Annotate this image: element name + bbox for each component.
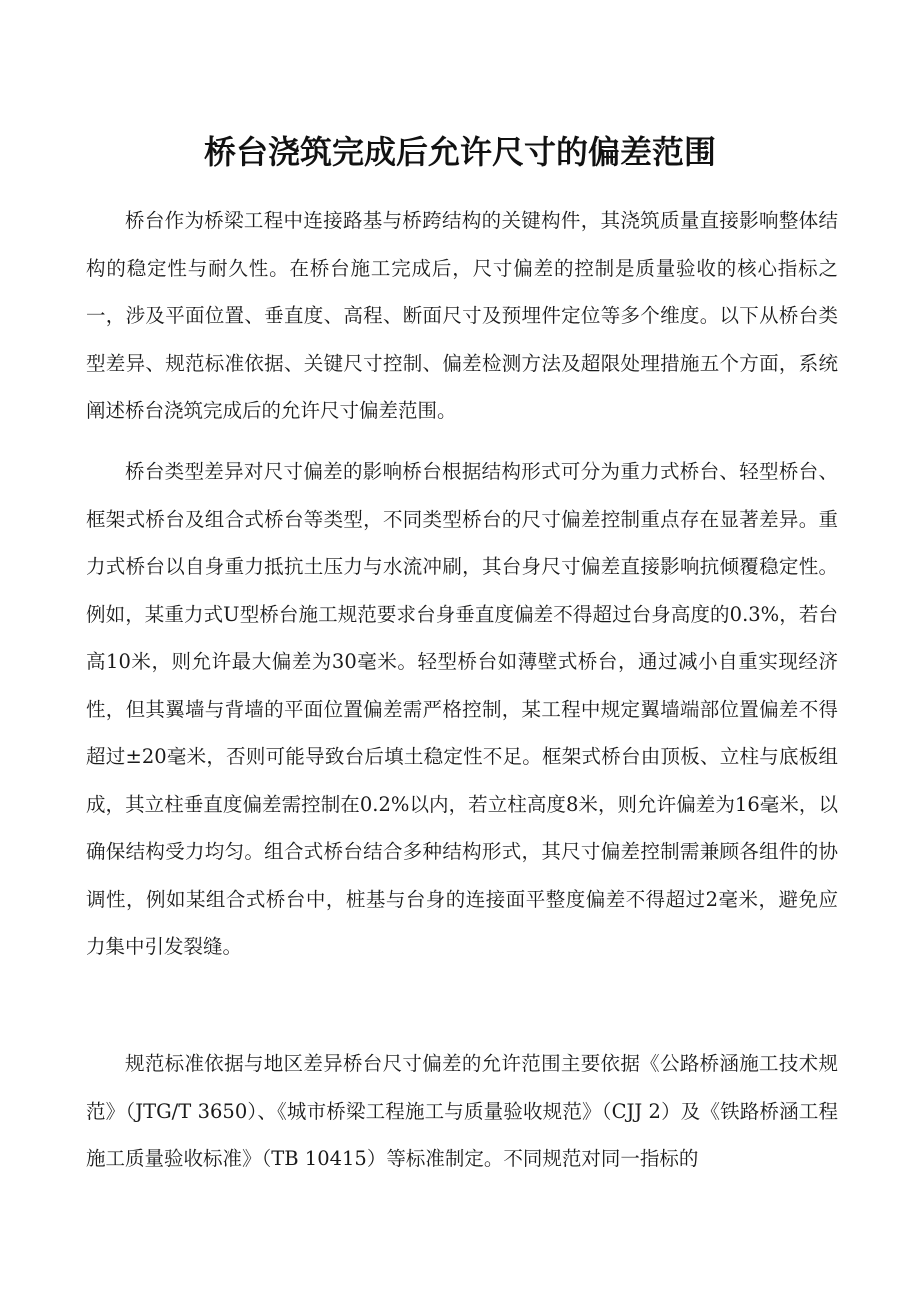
paragraph-intro: 桥台作为桥梁工程中连接路基与桥跨结构的关键构件，其浇筑质量直接影响整体结构的稳定性与耐久性。在桥台施工完成后，尺寸偏差的控制是质量验收的核心指标之一，涉及平面位置、垂直度、高程、断面尺寸及预埋件定位等多个维度。以下从桥台类型差异、规范标准依据、关键尺寸控制、偏差检测方法及超限处理措施五个方面，系统阐述桥台浇筑完成后的允许尺寸偏差范围。 (86, 209, 838, 422)
document-title: 桥台浇筑完成后允许尺寸的偏差范围 (203, 133, 716, 171)
paragraph-standards: 规范标准依据与地区差异桥台尺寸偏差的允许范围主要依据《公路桥涵施工技术规范》（JTG/T 3650）、《城市桥梁工程施工与质量验收规范》（CJJ 2）及《铁路桥涵工程施工质量验收标准》（TB 10415）等标准制定。不同规范对同一指标的 (86, 1052, 838, 1170)
paragraph-abutment-types: 桥台类型差异对尺寸偏差的影响桥台根据结构形式可分为重力式桥台、轻型桥台、框架式桥台及组合式桥台等类型，不同类型桥台的尺寸偏差控制重点存在显著差异。重力式桥台以自身重力抵抗土压力与水流冲刷，其台身尺寸偏差直接影响抗倾覆稳定性。例如，某重力式U型桥台施工规范要求台身垂直度偏差不得超过台身高度的0.3%，若台高10米，则允许最大偏差为30毫米。轻型桥台如薄壁式桥台，通过减小自重实现经济性，但其翼墙与背墙的平面位置偏差需严格控制，某工程中规定翼墙端部位置偏差不得超过±20毫米，否则可能导致台后填土稳定性不足。框架式桥台由顶板、立柱与底板组成，其立柱垂直度偏差需控制在0.2%以内，若立柱高度8米，则允许偏差为16毫米，以确保结构受力均匀。组合式桥台结合多种结构形式，其尺寸偏差控制需兼顾各组件的协调性，例如某组合式桥台中，桩基与台身的连接面平整度偏差不得超过2毫米，避免应力集中引发裂缝。 (86, 460, 838, 958)
